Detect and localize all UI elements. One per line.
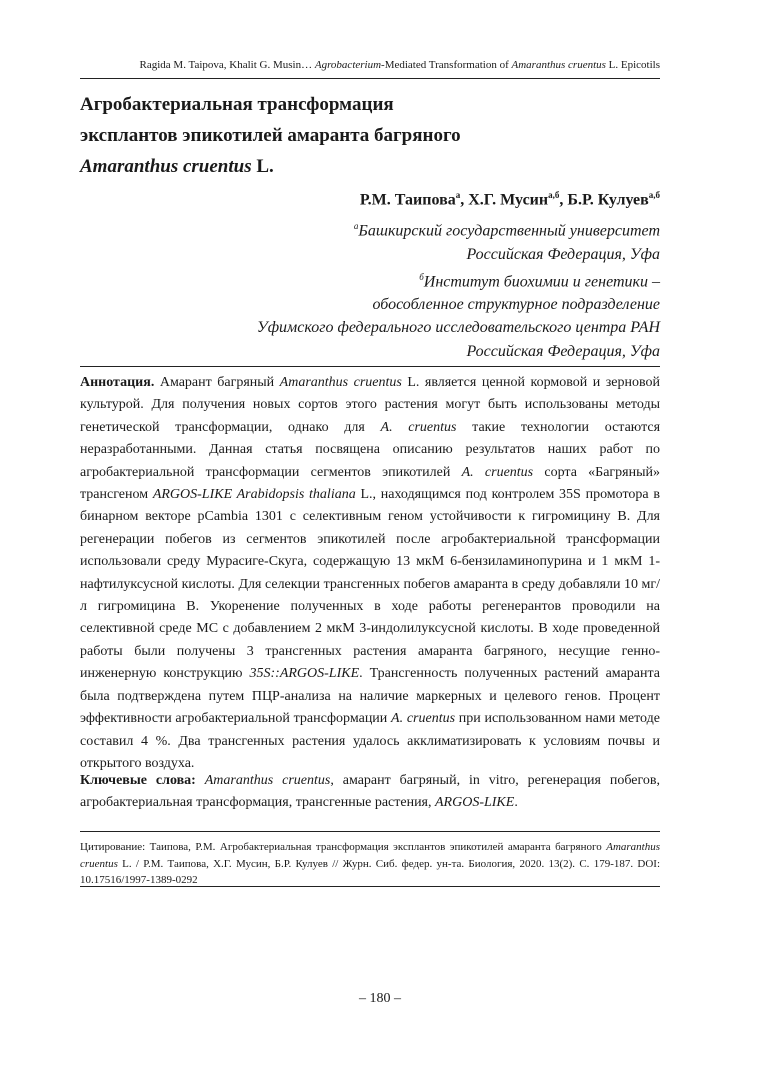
affiliation-b-line-3: Уфимского федерального исследовательского центра РАН: [256, 319, 660, 337]
author-name: Х.Г. Мусин: [468, 191, 549, 209]
abstract: Аннотация. Амарант багряный Amaranthus cruentus L. является ценной кормовой и зерновой культурой. Для получения новых сортов этого растения могут быть использованы методы генетической трансформации, однако для A. cruentus такие технологии остаются неразработанными. Данная статья посвящена описанию результатов наших работ по агробактериальной трансформации сегментов эпикотилей A. cruentus сорта «Багряный» трансгеном ARGOS-LIKE Arabidopsis thaliana L., находящимся под контролем 35S промотора в бинарном векторе pCambia 1301 с селективным геном устойчивости к гигромицину В. Для регенерации побегов из сегментов эпикотилей после агробактериальной трансформации использовали среду Мурасиге-Скуга, содержащую 13 мкМ 6-бензиламинопурина и 1 мкМ 1-нафтилуксусной кислоты. Для селекции трансгенных побегов амаранта в среду добавляли 10 мг/л гигромицина В. Укоренение полученных в ходе работы регенерантов проводили на селективной среде МС с добавлением 2 мкМ 3-индолилуксусной кислоты. В ходе проведенной работы были получены 3 трансгенных растения амаранта багряного, несущие генно-инженерную конструкцию 35S::ARGOS-LIKE. Трансгенность полученных растений амаранта была подтверждена путем ПЦР-анализа на наличие маркерных и целевого генов. Процент эффективности агробактериальной трансформации A. cruentus при использованном нами методе составил 4 %. Два трансгенных растения удалось акклиматизировать к условиям почвы и открытого воздуха.: [80, 375, 661, 771]
affiliation-b-line-4: Российская Федерация, Уфа: [466, 342, 660, 360]
affiliation-a-line-2: Российская Федерация, Уфа: [466, 245, 660, 263]
keywords-label: Ключевые слова:: [80, 773, 196, 788]
affiliation-a-line-1: $^а$Башкирский государственный университет: [353, 221, 660, 240]
author-affiliation-mark: а,б: [548, 190, 560, 200]
affiliation-b-line-1: $^б$Институт биохимии и генетики –: [419, 271, 660, 291]
running-head: Ragida M. Taipova, Khalit G. Musin… Agrobacterium-Mediated Transformation of Amaranthus cruentus L. Epicotils: [139, 59, 660, 71]
author-list: Р.М. Таипова$^а$, Х.Г. Мусин$^{а,б}$, Б.Р. Кулуев$^{а,б}$: [359, 190, 660, 209]
title-line-3: Amaranthus cruentus L.: [80, 156, 274, 177]
title-line-1: Агробактериальная трансформация: [80, 94, 394, 115]
abstract-label: Аннотация.: [80, 375, 155, 390]
header-rule: [80, 78, 660, 79]
author-name: Б.Р. Кулуев: [567, 191, 649, 209]
citation-bottom-rule: [80, 886, 660, 887]
article-title: [80, 89, 680, 182]
author-name: Р.М. Таипова: [359, 191, 456, 209]
title-line-2: эксплантов эпикотилей амаранта багряного: [80, 125, 461, 146]
citation-top-rule: [80, 831, 660, 832]
affiliations: [100, 215, 660, 363]
page-number: – 180 –: [359, 991, 401, 1006]
citation: Цитирование: Таипова, Р.М. Агробактериальная трансформация эксплантов эпикотилей амаранта багряного Amaranthus cruentus L. / Р.М. Таипова, Х.Г. Мусин, Б.Р. Кулуев // Журн. Сиб. федер. ун-та. Биология, 2020. 13(2). С. 179-187. DOI: 10.17516/1997-1389-0292: [80, 841, 660, 886]
author-affiliation-mark: а,б: [648, 190, 660, 200]
abstract-top-rule: [80, 366, 660, 367]
keywords: Ключевые слова: Amaranthus cruentus, амарант багряный, in vitro, регенерация побегов, агробактериальная трансформация, трансгенные растения, ARGOS-LIKE.: [80, 773, 660, 811]
author-affiliation-mark: а: [455, 190, 461, 200]
affiliation-b-line-2: обособленное структурное подразделение: [372, 296, 660, 314]
